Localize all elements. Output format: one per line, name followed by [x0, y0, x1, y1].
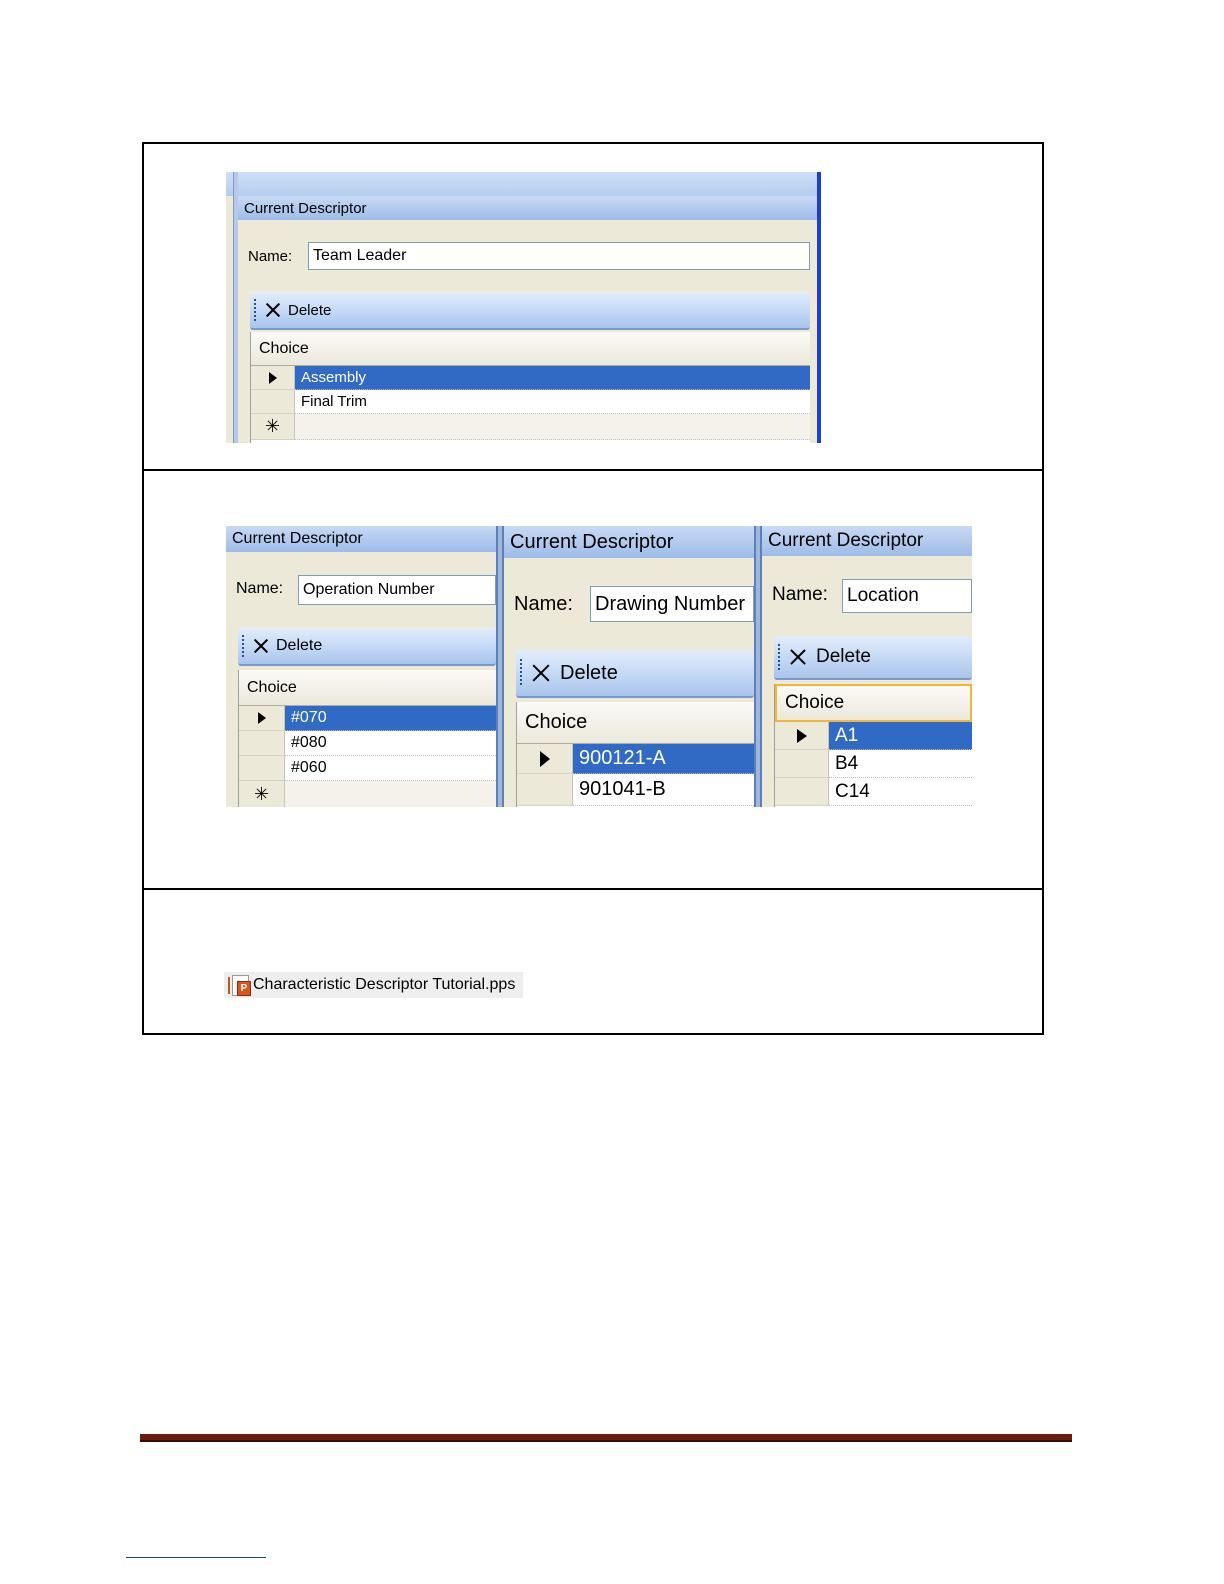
current-row-arrow-icon: [797, 729, 807, 743]
delete-button-label: Delete: [276, 637, 323, 654]
delete-button[interactable]: [788, 646, 871, 668]
current-descriptor-header: [226, 526, 496, 552]
screenshot-panel-team-leader: [226, 172, 821, 443]
screenshot-panel-location: [762, 526, 972, 807]
choice-grid: [238, 670, 496, 807]
table-row[interactable]: [239, 706, 496, 731]
powerpoint-show-icon: P: [227, 974, 249, 996]
row-selector[interactable]: [517, 744, 573, 774]
toolbar-grip[interactable]: [778, 644, 780, 669]
toolbar-grip[interactable]: [242, 635, 244, 657]
screenshot-panel-drawing-number: [504, 526, 754, 807]
name-input[interactable]: Team Leader: [308, 242, 810, 270]
row-selector[interactable]: [775, 722, 829, 750]
new-row-asterisk-icon: ✳: [264, 415, 281, 437]
choice-cell[interactable]: #080: [285, 731, 496, 756]
delete-button[interactable]: [530, 662, 618, 685]
footer-rule: [140, 1434, 1072, 1442]
document-table: [142, 142, 1044, 1035]
table-row[interactable]: [251, 390, 810, 414]
pane-splitter[interactable]: [754, 526, 762, 807]
pane-splitter[interactable]: [496, 526, 504, 807]
choice-cell[interactable]: 900121-A: [573, 744, 754, 774]
screenshot-panel-operation-number: [226, 526, 496, 807]
table-row[interactable]: [775, 750, 972, 778]
table-cell-2: [144, 471, 1042, 889]
table-row[interactable]: [775, 722, 972, 750]
table-row[interactable]: [239, 756, 496, 781]
name-input[interactable]: Location: [842, 579, 972, 613]
delete-icon: [264, 301, 282, 319]
current-descriptor-title: Current Descriptor: [510, 530, 674, 553]
table-row[interactable]: [239, 731, 496, 756]
delete-icon: [252, 637, 270, 655]
row-selector[interactable]: [251, 390, 295, 414]
new-row[interactable]: [239, 781, 496, 807]
current-row-arrow-icon: [540, 751, 550, 767]
choice-cell[interactable]: A1: [829, 722, 972, 750]
table-row[interactable]: [775, 778, 972, 806]
table-cell-3: [144, 890, 1042, 1033]
current-descriptor-title: Current Descriptor: [244, 199, 367, 217]
row-selector[interactable]: [251, 366, 295, 390]
choice-cell[interactable]: Assembly: [295, 366, 810, 390]
panel-top-bar: [226, 172, 821, 196]
table-row[interactable]: [517, 774, 754, 806]
right-scroll-edge: [817, 172, 821, 443]
row-selector[interactable]: [239, 781, 285, 807]
choice-grid: [774, 684, 972, 807]
column-header-choice[interactable]: Choice: [517, 702, 754, 744]
table-row[interactable]: [251, 366, 810, 390]
column-header-choice[interactable]: Choice: [251, 332, 810, 366]
current-descriptor-title: Current Descriptor: [232, 530, 363, 547]
choice-grid: [516, 702, 754, 807]
attachment-filename: Characteristic Descriptor Tutorial.pps: [253, 976, 516, 993]
choice-cell[interactable]: C14: [829, 778, 972, 806]
delete-button-label: Delete: [288, 301, 332, 319]
choice-cell[interactable]: #070: [285, 706, 496, 731]
toolbar-grip[interactable]: [520, 659, 522, 687]
current-descriptor-header: [762, 526, 972, 556]
row-selector[interactable]: [775, 778, 829, 806]
name-input[interactable]: Operation Number: [298, 575, 496, 605]
new-row-cell[interactable]: [285, 781, 496, 807]
new-row[interactable]: [251, 414, 810, 440]
choice-grid: [250, 332, 810, 443]
column-header-choice[interactable]: Choice: [239, 670, 496, 706]
current-row-arrow-icon: [269, 372, 277, 384]
current-row-arrow-icon: [258, 712, 266, 724]
name-input[interactable]: Drawing Number: [590, 586, 754, 622]
footnote-separator: [126, 1557, 266, 1558]
choice-cell[interactable]: #060: [285, 756, 496, 781]
choice-cell[interactable]: Final Trim: [295, 390, 810, 414]
current-descriptor-title: Current Descriptor: [768, 530, 924, 551]
row-selector[interactable]: [251, 414, 295, 440]
grid-toolbar: [250, 292, 810, 330]
name-label: Name:: [248, 247, 293, 265]
new-row-cell[interactable]: [295, 414, 810, 440]
row-selector[interactable]: [517, 774, 573, 806]
choice-cell[interactable]: B4: [829, 750, 972, 778]
table-row[interactable]: [517, 744, 754, 774]
embedded-file-attachment[interactable]: [224, 972, 523, 998]
new-row-asterisk-icon: ✳: [253, 783, 270, 805]
current-descriptor-header: [504, 526, 754, 558]
table-cell-1: [144, 144, 1042, 470]
grid-toolbar: [516, 650, 754, 698]
choice-cell[interactable]: 901041-B: [573, 774, 754, 806]
name-label: Name:: [772, 584, 828, 605]
delete-button-label: Delete: [560, 661, 618, 684]
delete-button[interactable]: [252, 637, 322, 655]
row-selector[interactable]: [239, 756, 285, 781]
toolbar-grip[interactable]: [254, 299, 256, 321]
delete-button[interactable]: [264, 301, 331, 319]
column-header-choice[interactable]: Choice: [775, 684, 972, 722]
row-selector[interactable]: [239, 731, 285, 756]
delete-icon: [530, 662, 552, 684]
name-label: Name:: [236, 580, 284, 597]
grid-toolbar: [238, 628, 496, 666]
name-label: Name:: [514, 592, 573, 615]
current-descriptor-header: [238, 196, 817, 220]
row-selector[interactable]: [775, 750, 829, 778]
delete-icon: [788, 647, 808, 667]
row-selector[interactable]: [239, 706, 285, 731]
grid-toolbar: [774, 636, 972, 680]
delete-button-label: Delete: [816, 646, 871, 667]
